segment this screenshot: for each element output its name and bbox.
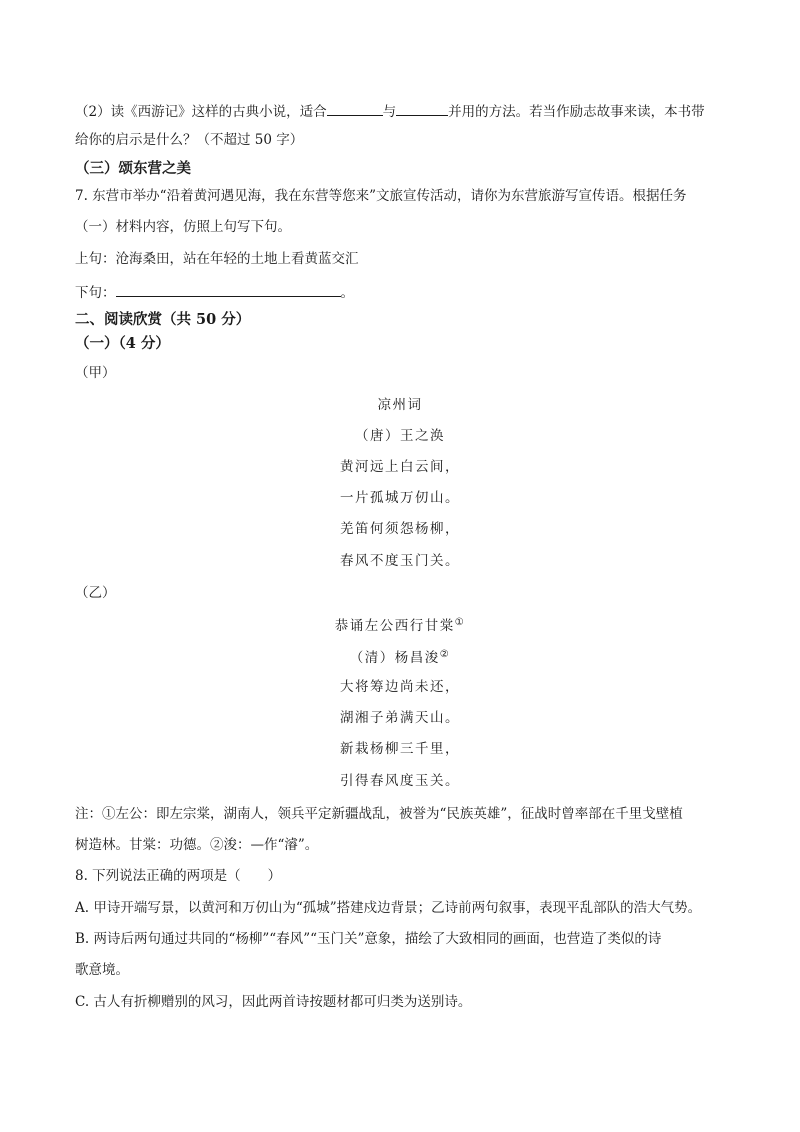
q6-2-line2: 给你的启示是什么？（不超过 50 字） [75,132,304,148]
footnote-mark-1: ① [454,617,466,628]
notes-line1: 注：①左公：即左宗棠，湖南人，领兵平定新疆战乱，被誉为“民族英雄”，征战时曾率部在千里戈壁植 [75,806,683,822]
part-2-title: 二、阅读欣赏（共 50 分） [75,311,251,328]
poem-a-title: 凉州词 [377,397,423,413]
poem-b-line-4: 引得春风度玉关。 [340,773,460,789]
q7-lower-sentence: 下句： 。 [75,282,354,302]
q7-line2: （一）材料内容，仿照上句写下句。 [75,219,291,235]
q6-2-line1: （2）读《西游记》这样的古典小说，适合 与 并用的方法。若当作励志故事来读，本书带 [75,101,705,121]
q8-stem: 8. 下列说法正确的两项是（ ） [75,868,282,884]
poem-b-author: （清）杨昌浚② [349,649,451,666]
q7-upper-sentence: 上句：沧海桑田，站在年轻的土地上看黄蓝交汇 [75,251,359,267]
poem-a-line-1: 黄河远上白云间， [340,459,460,475]
lower-sentence-blank[interactable] [116,282,341,297]
answer-blank-2[interactable] [396,101,448,116]
poem-b-line-3: 新栽杨柳三千里， [340,741,460,757]
poem-a-line-4: 春风不度玉门关。 [340,553,460,569]
part-2-subtitle: （一）（4 分） [75,335,170,352]
section-3-title: （三）颂东营之美 [75,160,191,177]
poem-b-line-2: 湖湘子弟满天山。 [340,710,460,726]
notes-line2: 树造林。甘棠：功德。②浚：—作“濬”。 [75,837,319,853]
poem-a-tag: （甲） [75,365,116,381]
q8-option-c: C. 古人有折柳赠别的风习，因此两首诗按题材都可归类为送别诗。 [75,994,472,1010]
q7-line1: 7. 东营市举办“沿着黄河遇见海，我在东营等您来”文旅宣传活动，请你为东营旅游写宣传语。根据任务 [75,188,687,204]
answer-blank-1[interactable] [327,101,383,116]
poem-a-line-3: 羌笛何须怨杨柳， [340,521,460,537]
poem-b-title: 恭诵左公西行甘棠① [334,617,466,634]
poem-b-line-1: 大将筹边尚未还， [340,679,460,695]
poem-b-tag: （乙） [75,585,116,601]
poem-a-author: （唐）王之涣 [355,428,445,444]
q8-option-b-line2: 歌意境。 [75,962,129,978]
footnote-mark-2: ② [439,649,451,660]
q8-option-b-line1: B. 两诗后两句通过共同的“杨柳”“春风”“玉门关”意象，描绘了大致相同的画面，也营造了类似的诗 [75,931,662,947]
q8-option-a: A. 甲诗开端写景，以黄河和万仞山为“孤城”搭建戍边背景；乙诗前两句叙事，表现平乱部队的浩大气势。 [75,900,702,916]
poem-a-line-2: 一片孤城万仞山。 [340,490,460,506]
